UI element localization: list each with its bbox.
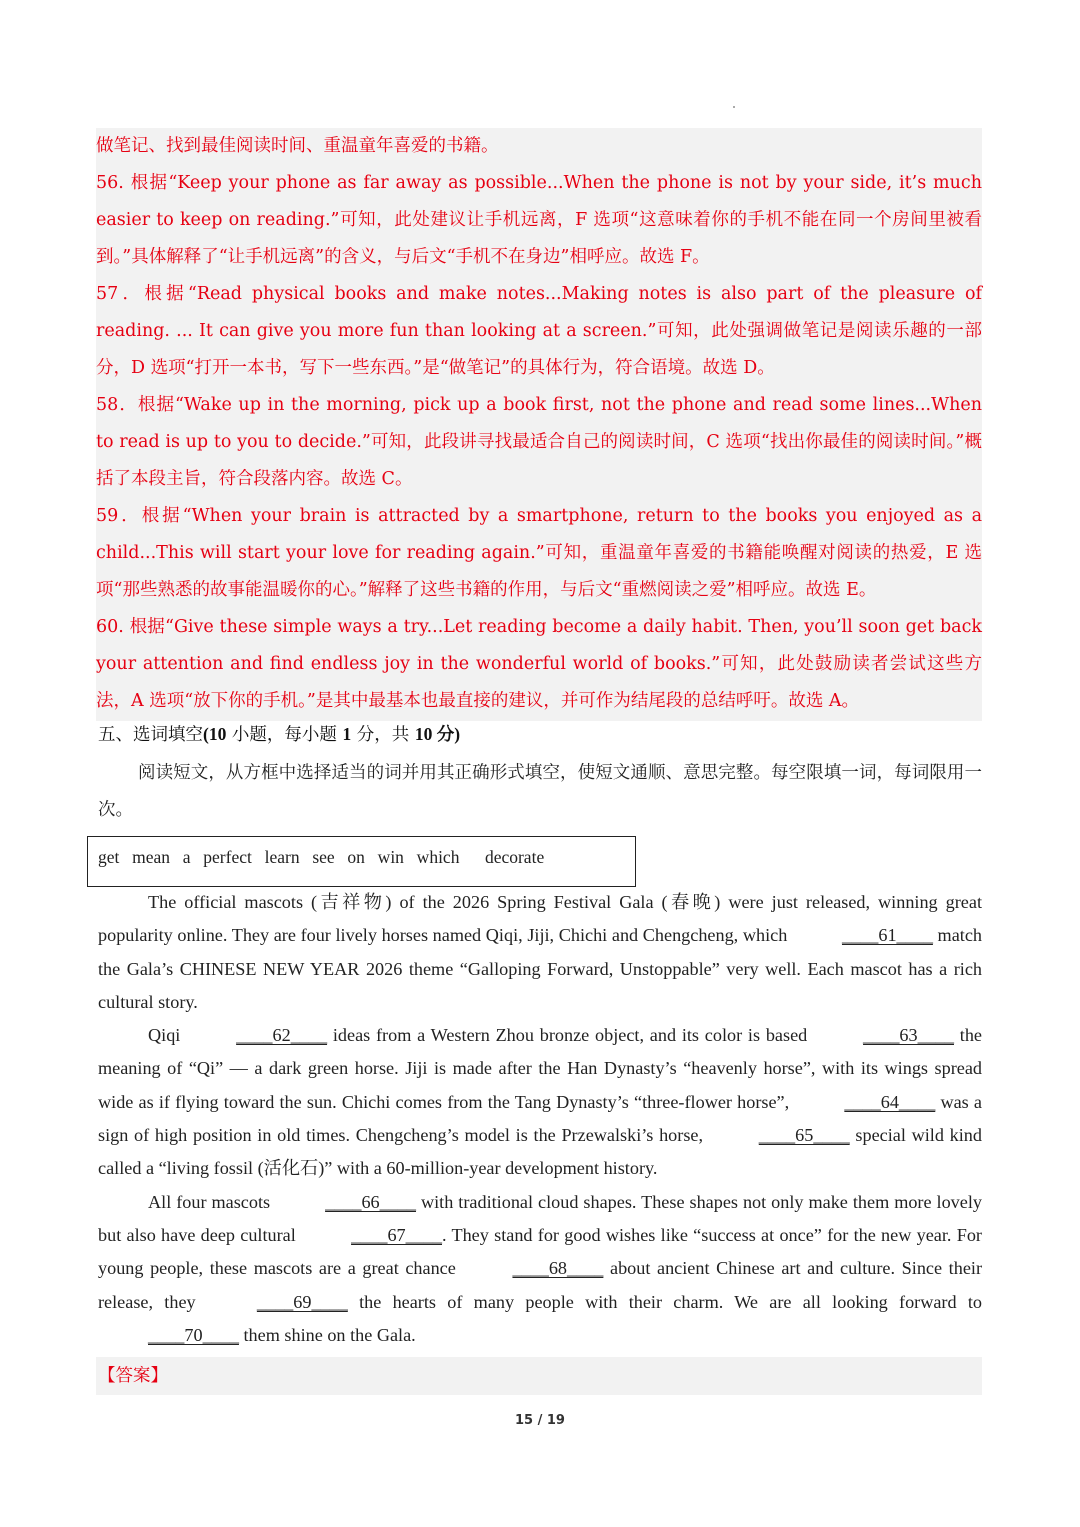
passage-text: special wild kind called a “living fossil (活化石)” with a 60-million-year development history.: [98, 1125, 982, 1179]
passage-paragraph-1: [98, 886, 982, 1019]
page-number: 15 / 19: [515, 1413, 565, 1428]
answer-57: 57．根据“Read physical books and make notes...Making notes is also part of the pleasure of reading. ... It can give you more fun than looking at a screen.”可知，此处强调做笔记是阅读乐趣的一部分，D 选项“打开一本书，写下一些东西。”是“做笔记”的具体行为，符合语境。故选 D。: [96, 284, 982, 378]
stray-dot: [733, 106, 735, 108]
answer-56: 56. 根据“Keep your phone as far away as possible...When the phone is not by your side, it’s much easier to keep on reading.”可知，此处建议让手机远离，F 选项“这意味着你的手机不能在同一个房间里被看到。”具体解释了“让手机远离”的含义，与后文“手机不在身边”相呼应。故选 F。: [96, 173, 982, 267]
passage-text: the hearts of many people with their charm. We are all looking forward to: [347, 1291, 982, 1312]
passage-paragraph-3: [98, 1186, 982, 1352]
passage: [98, 886, 982, 1352]
answer-60: 60. 根据“Give these simple ways a try...Let reading become a daily habit. Then, you’ll soon get back your attention and find endless joy in the wonderful world of books.”可知，此处鼓励读者尝试这些方法，A 选项“放下你的手机。”是其中最基本也最直接的建议，并可作为结尾段的总结呼吁。故选 A。: [96, 617, 982, 711]
passage-text: them shine on the Gala.: [238, 1324, 416, 1345]
word-bank-box: [87, 836, 636, 887]
passage-text: was a sign of high position in old times. Chengcheng’s model is the Przewalski’s horse,: [98, 1091, 983, 1146]
section-title-part: 小题，每小题: [226, 725, 343, 745]
blank-64[interactable]: ____64____: [844, 1091, 936, 1112]
blank-67[interactable]: ____67____: [351, 1224, 442, 1245]
section-title-part: 分): [432, 724, 461, 744]
word-bank: get mean a perfect learn see on win which decorate: [98, 847, 545, 867]
section-title-part: 分，共: [351, 725, 415, 745]
blank-66[interactable]: ____66____: [325, 1191, 417, 1212]
answer-58: 58．根据“Wake up in the morning, pick up a book first, not the phone and read some lines...When to read is up to you to decide.”可知，此段讲寻找最适合自己的阅读时间，C 选项“找出你最佳的阅读时间。”概括了本段主旨，符合段落内容。故选 C。: [96, 395, 982, 489]
section-title-part: (10: [203, 724, 227, 744]
passage-text: the meaning of “Qi” — a dark green horse. Jiji is made after the Han Dynasty’s “heavenly horse”, with its wings spread wide as if flying toward the sun. Chichi comes from the Tang Dynasty’s “three-flower horse”,: [98, 1025, 982, 1112]
blank-69[interactable]: ____69____: [256, 1291, 348, 1312]
answer-label: 【答案】: [98, 1366, 168, 1386]
blank-68[interactable]: ____68____: [512, 1258, 604, 1279]
passage-paragraph-2: [98, 1019, 982, 1185]
passage-text: about ancient Chinese art and culture. Since their release, they: [98, 1258, 983, 1312]
answer-59: 59．根据“When your brain is attracted by a smartphone, return to the books you enjoyed as a child...This will start your love for reading again.”可知，重温童年喜爱的书籍能唤醒对阅读的热爱，E 选项“那些熟悉的故事能温暖你的心。”解释了这些书籍的作用，与后文“重燃阅读之爱”相呼应。故选 E。: [96, 506, 982, 600]
blank-65[interactable]: ____65____: [758, 1125, 850, 1146]
answer-label-bar: [96, 1357, 982, 1395]
answer-explanations: [96, 128, 982, 721]
passage-text: match the Gala’s CHINESE NEW YEAR 2026 theme “Galloping Forward, Unstoppable” very well. Each mascot has a rich cultural story.: [98, 925, 982, 1012]
section-title-part: 五、选词填空: [98, 725, 203, 745]
section-title: [98, 720, 982, 749]
blank-63[interactable]: ____63____: [863, 1025, 954, 1046]
answer-intro-line: 做笔记、找到最佳阅读时间、重温童年喜爱的书籍。: [96, 136, 499, 156]
passage-text: All four mascots: [148, 1191, 276, 1212]
section-title-part: 1: [342, 724, 352, 744]
passage-text: . They stand for good wishes like “success at once” for the new year. For young people, these mascots are a great chance: [98, 1224, 982, 1279]
section-instruction: 阅读短文，从方框中选择适当的词并用其正确形式填空，使短文通顺、意思完整。每空限填一词，每词限用一次。: [98, 763, 982, 820]
blank-61[interactable]: ____61____: [841, 925, 933, 946]
passage-text: Qiqi: [148, 1025, 187, 1046]
blank-62[interactable]: ____62____: [236, 1025, 328, 1046]
blank-70[interactable]: ____70____: [148, 1324, 239, 1345]
section-title-part: 10: [414, 724, 433, 744]
passage-text: The official mascots (吉祥物) of the 2026 Spring Festival Gala (春晚) were just released, winning great popularity online. They are four lively horses named Qiqi, Jiji, Chichi and Chengcheng, which: [98, 892, 982, 946]
passage-text: with traditional cloud shapes. These shapes not only make them more lovely but also have deep cultural: [98, 1191, 982, 1245]
passage-text: ideas from a Western Zhou bronze object, and its color is based: [327, 1025, 814, 1046]
